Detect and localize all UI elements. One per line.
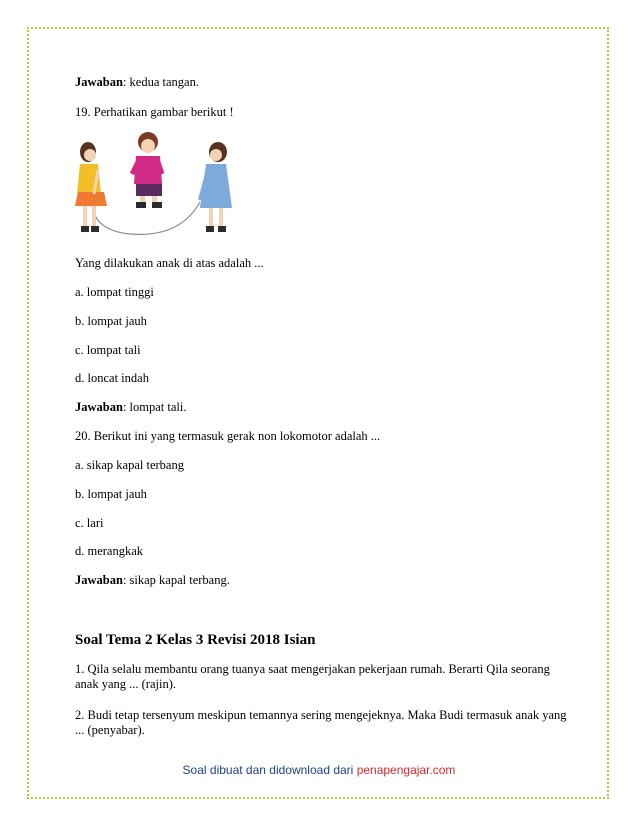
isian-item-1: 1. Qila selalu membantu orang tuanya saat mengerjakan pekerjaan rumah. Berarti Qila seorang anak yang ... (rajin). (75, 662, 550, 691)
option-20-b: b. lompat jauh (75, 487, 147, 501)
answer-label: Jawaban (75, 400, 123, 414)
question-20: 20. Berikut ini yang termasuk gerak non lokomotor adalah ... (75, 429, 381, 443)
girl-left (75, 142, 107, 232)
answer-text: : lompat tali. (122, 400, 187, 414)
answer-label: Jawaban (75, 75, 123, 89)
option-20-c: c. lari (75, 516, 104, 530)
jump-rope-illustration (70, 130, 240, 242)
footer-text: Soal dibuat dan didownload dari (182, 763, 357, 777)
question-19: 19. Perhatikan gambar berikut ! (75, 105, 234, 119)
question-19-prompt: Yang dilakukan anak di atas adalah ... (75, 256, 264, 270)
option-19-c: c. lompat tali (75, 343, 141, 357)
option-19-b: b. lompat jauh (75, 314, 147, 328)
footer-link[interactable]: penapengajar.com (356, 763, 456, 777)
answer-18 (75, 75, 199, 90)
option-20-a: a. sikap kapal terbang (75, 458, 184, 472)
option-19-d: d. loncat indah (75, 371, 149, 385)
answer-text: : kedua tangan. (122, 75, 199, 89)
answer-label: Jawaban (75, 573, 123, 587)
girl-middle (132, 132, 162, 208)
footer (0, 763, 638, 777)
answer-text: : sikap kapal terbang. (122, 573, 230, 587)
answer-20 (75, 573, 230, 588)
answer-19 (75, 400, 186, 415)
option-20-d: d. merangkak (75, 544, 144, 558)
option-19-a: a. lompat tinggi (75, 285, 154, 299)
isian-item-2: 2. Budi tetap tersenyum meskipun temannya sering mengejeknya. Maka Budi termasuk anak yang ... (penyabar). (75, 708, 567, 737)
section-title: Soal Tema 2 Kelas 3 Revisi 2018 Isian (75, 632, 316, 648)
girl-right (200, 142, 232, 232)
